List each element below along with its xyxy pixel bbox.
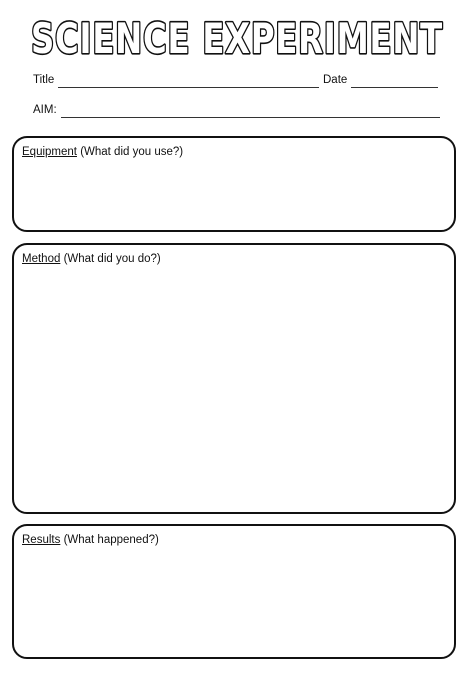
aim-field[interactable]: [61, 117, 440, 118]
equipment-heading: [22, 146, 183, 158]
method-heading-label: Method: [22, 253, 61, 265]
results-heading: [22, 534, 159, 546]
equipment-heading-label: Equipment: [22, 146, 77, 158]
date-label: Date: [323, 74, 348, 86]
results-box[interactable]: [12, 524, 456, 659]
title-date-row: [0, 74, 474, 90]
date-field[interactable]: [351, 87, 438, 88]
results-heading-prompt: (What happened?): [63, 534, 159, 546]
title-label: Title: [33, 74, 55, 86]
equipment-heading-prompt: (What did you use?): [80, 146, 184, 158]
worksheet-title-text: SCIENCE EXPERIMENT: [31, 14, 443, 63]
method-heading: [22, 253, 161, 265]
results-heading-label: Results: [22, 534, 61, 546]
aim-row: [0, 104, 474, 120]
equipment-box[interactable]: [12, 136, 456, 232]
aim-label: AIM:: [33, 104, 57, 116]
method-box[interactable]: [12, 243, 456, 514]
method-heading-prompt: (What did you do?): [63, 253, 161, 265]
worksheet-title: [0, 2, 474, 68]
title-field[interactable]: [58, 87, 319, 88]
